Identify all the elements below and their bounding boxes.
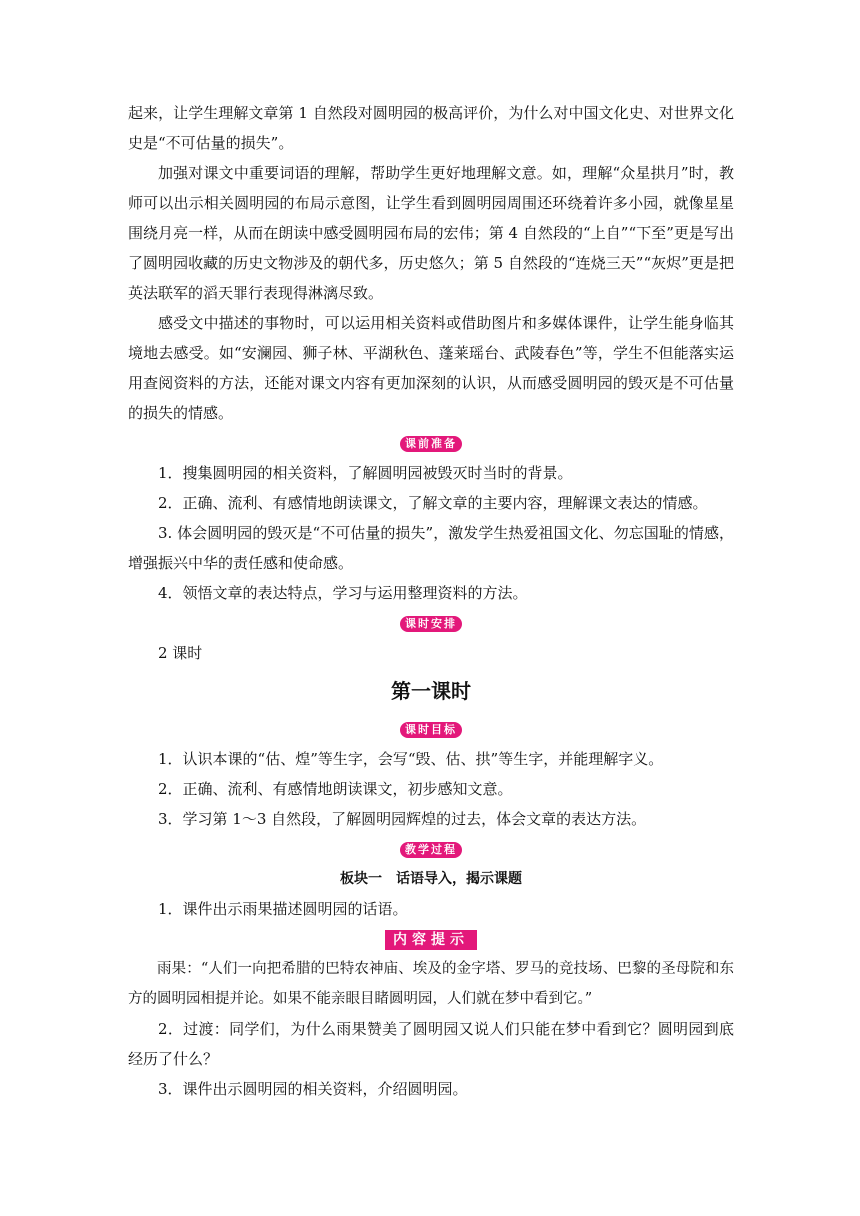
- section-badge: 课时安排: [400, 616, 462, 632]
- section-header-goals: [128, 714, 734, 744]
- list-item: 2．正确、流利、有感情地朗读课文，初步感知文意。: [158, 780, 513, 798]
- step-item: 2．过渡：同学们，为什么雨果赞美了圆明园又说人们只能在梦中看到它？圆明园到底经历了什么？: [128, 1020, 734, 1068]
- content-tip-badge: 内容提示: [385, 930, 477, 950]
- list-item: 3．学习第 1～3 自然段，了解圆明园辉煌的过去，体会文章的表达方法。: [158, 810, 647, 828]
- section-badge: 课前准备: [400, 436, 462, 452]
- content-tip-header: [128, 924, 734, 954]
- step-item: 3．课件出示圆明园的相关资料，介绍圆明园。: [158, 1080, 468, 1098]
- body-paragraph: 加强对课文中重要词语的理解，帮助学生更好地理解文意。如，理解“众星拱月”时，教师可以出示相关圆明园的布局示意图，让学生看到圆明园周围还环绕着许多小园，就像星星围绕月亮一样，从而在朗读中感受圆明园布局的宏伟；第 4 自然段的“上自”“下至”更是写出了圆明园收藏的历史文物涉及的朝代多，历史悠久；第 5 自然段的“连烧三天”“灰烬”更是把英法联军的滔天罪行表现得淋漓尽致。: [128, 164, 734, 302]
- section-header-process: [128, 834, 734, 864]
- section-header-schedule: [128, 608, 734, 638]
- step-item: 1．课件出示雨果描述圆明园的话语。: [158, 900, 408, 918]
- section-header-prep: [128, 428, 734, 458]
- block-title: 板块一 话语导入，揭示课题: [340, 871, 522, 887]
- body-paragraph: 起来，让学生理解文章第 1 自然段对圆明园的极高评价，为什么对中国文化史、对世界文化史是“不可估量的损失”。: [128, 104, 734, 152]
- lesson-title: 第一课时: [391, 679, 471, 703]
- list-item: 1．认识本课的“估、煌”等生字，会写“毁、估、拱”等生字，并能理解字义。: [158, 750, 664, 768]
- section-badge: 教学过程: [400, 842, 462, 858]
- hugo-quote: 雨果：“人们一向把希腊的巴特农神庙、埃及的金字塔、罗马的竞技场、巴黎的圣母院和东方的圆明园相提并论。如果不能亲眼目睹圆明园，人们就在梦中看到它。”: [128, 961, 734, 1007]
- body-paragraph: 感受文中描述的事物时，可以运用相关资料或借助图片和多媒体课件，让学生能身临其境地去感受。如“安澜园、狮子林、平湖秋色、蓬莱瑶台、武陵春色”等，学生不但能落实运用查阅资料的方法，还能对课文内容有更加深刻的认识，从而感受圆明园的毁灭是不可估量的损失的情感。: [128, 314, 734, 422]
- list-item: 2．正确、流利、有感情地朗读课文，了解文章的主要内容，理解课文表达的情感。: [158, 494, 708, 512]
- list-item: 4．领悟文章的表达特点，学习与运用整理资料的方法。: [158, 584, 528, 602]
- schedule-text: 2 课时: [158, 644, 203, 662]
- list-item: 3. 体会圆明园的毁灭是“不可估量的损失”，激发学生热爱祖国文化、勿忘国耻的情感，增强振兴中华的责任感和使命感。: [128, 524, 734, 572]
- list-item: 1．搜集圆明园的相关资料，了解圆明园被毁灭时当时的背景。: [158, 464, 573, 482]
- section-badge: 课时目标: [400, 722, 462, 738]
- page-content: [128, 98, 734, 1104]
